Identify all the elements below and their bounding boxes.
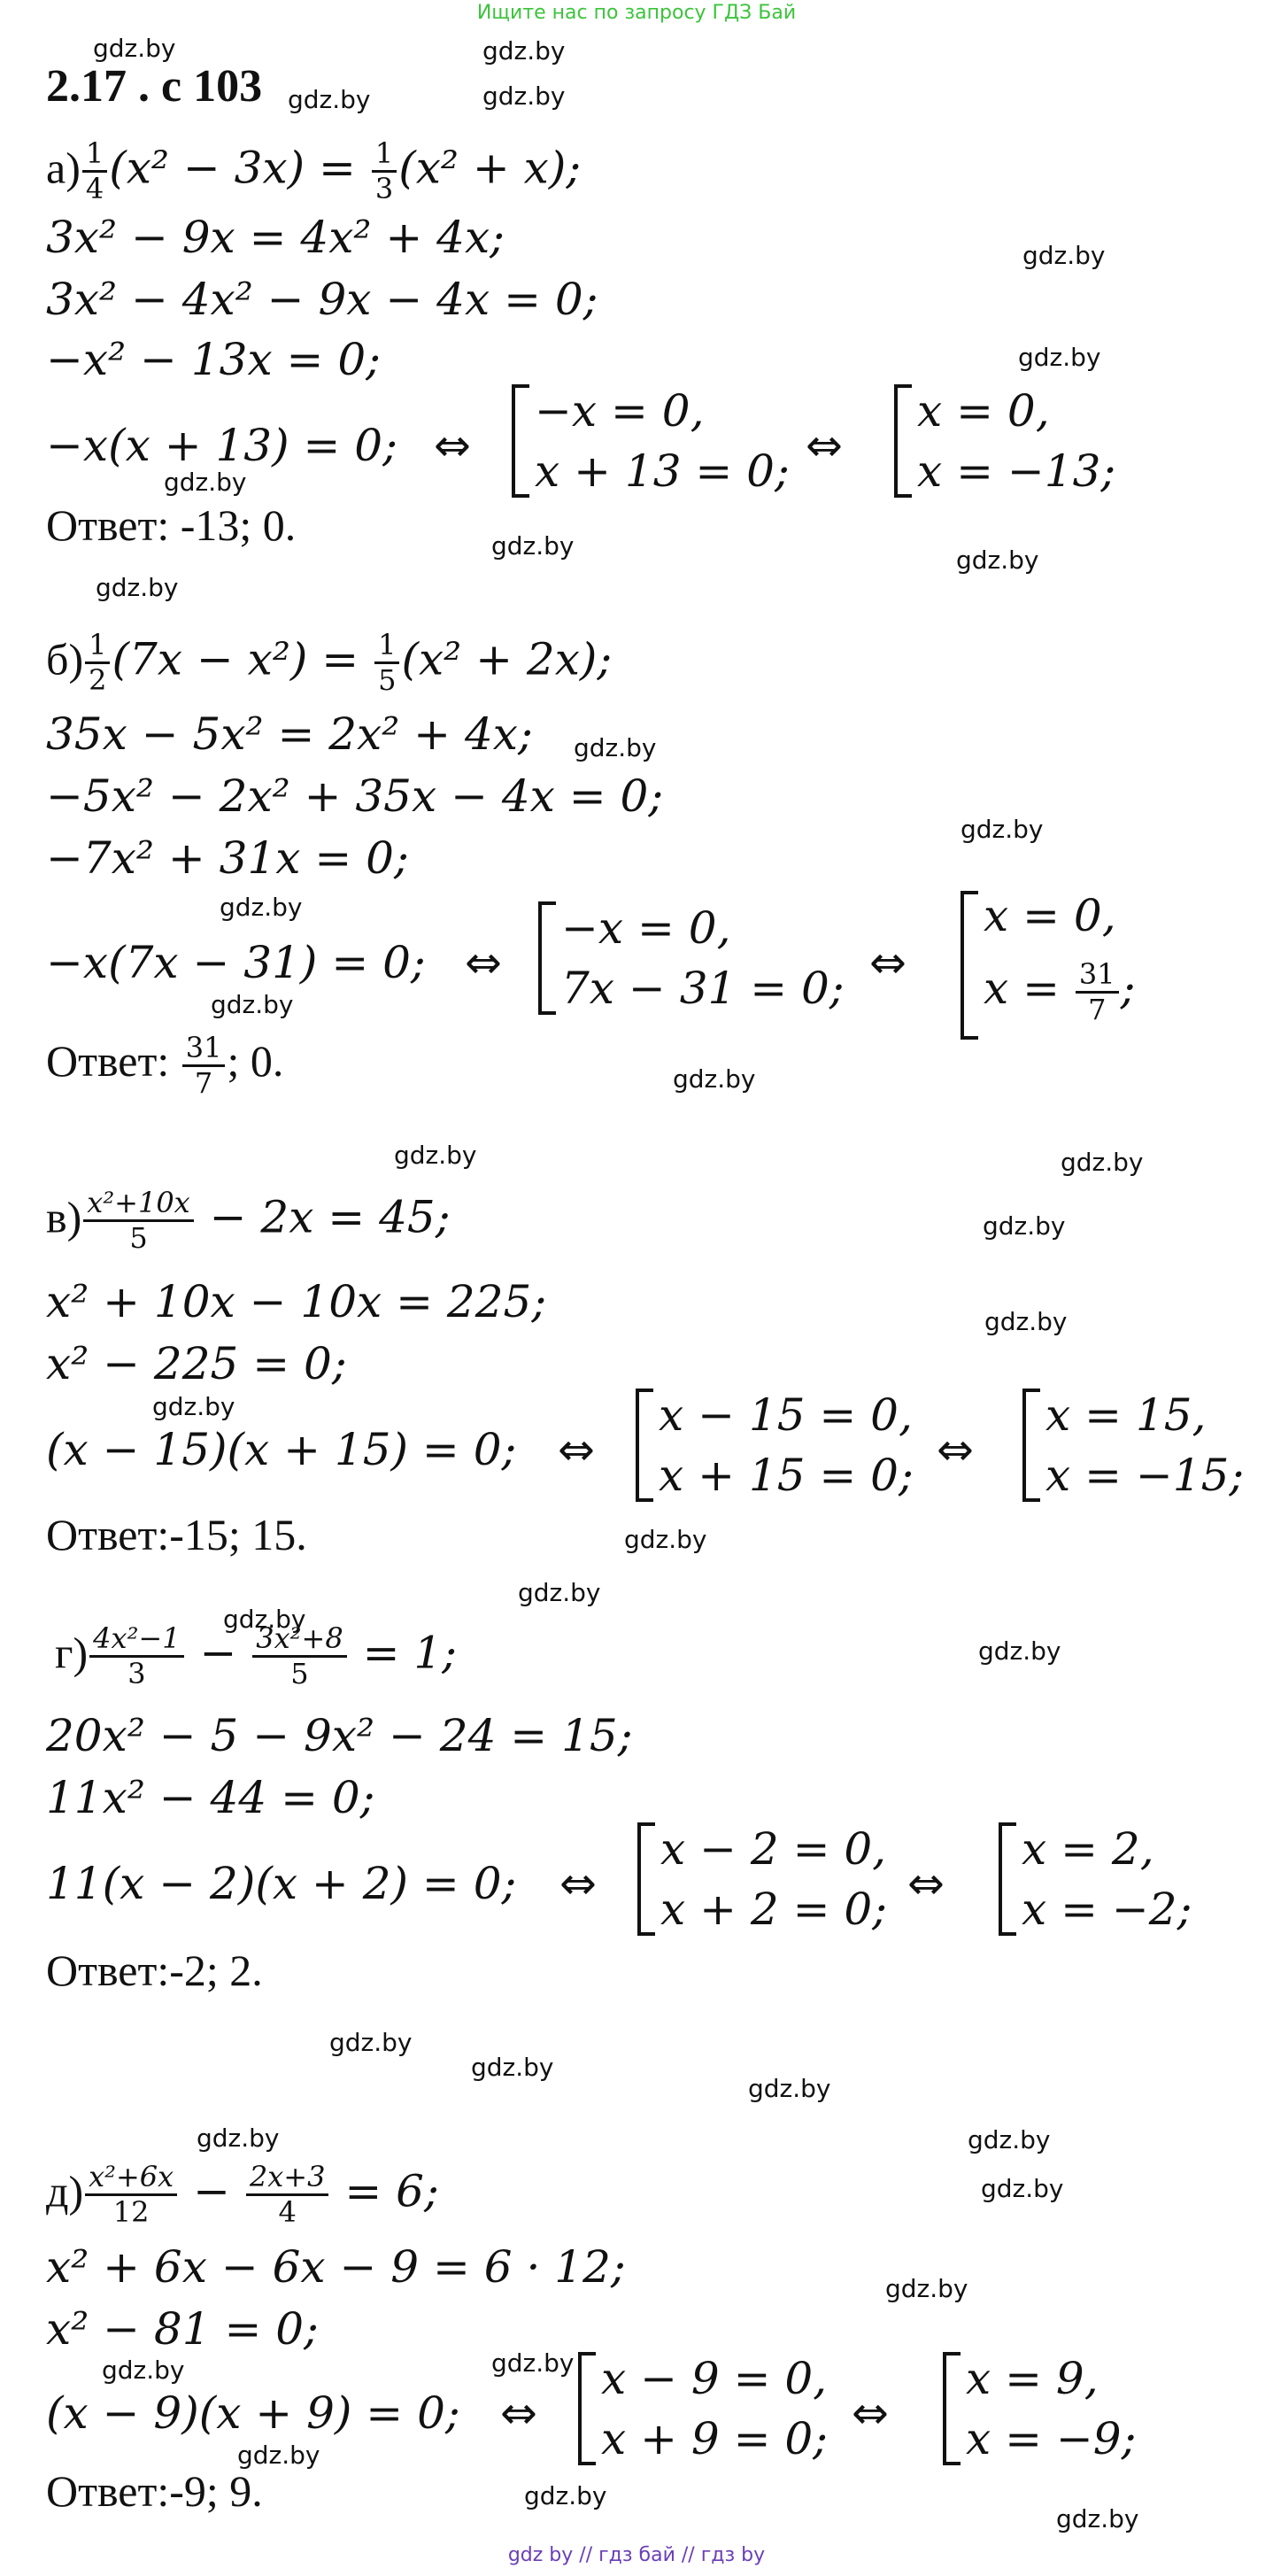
part-v-factored: (x − 15)(x + 15) = 0;: [46, 1424, 517, 1475]
part-d-step: x² + 6x − 6x − 9 = 6 · 12;: [46, 2241, 626, 2293]
part-g-answer: Ответ:-2; 2.: [46, 1946, 263, 1995]
part-v-step: x² − 225 = 0;: [46, 1338, 347, 1389]
fraction: $\frac{\text{4x²−1}}{3}$: [89, 1622, 183, 1690]
part-d-equation: д) $\frac{\text{x²+6x}}{12}$ − $\frac{2x+3}{4}$ = 6;: [46, 2160, 439, 2229]
part-b-step: 35x − 5x² = 2x² + 4x;: [46, 708, 533, 760]
watermark: gdz.by: [673, 1064, 756, 1094]
watermark: gdz.by: [518, 1578, 601, 1607]
watermark: gdz.by: [984, 1307, 1068, 1336]
part-a-equation: а) $\frac{1}{4}$ (x² − 3x) = $\frac{1}{3}$ (x² + x);: [46, 136, 582, 205]
watermark: gdz.by: [288, 85, 371, 114]
fraction: $\frac{\text{x²+6x}}{12}$: [85, 2161, 177, 2229]
fraction: $\frac{31}{7}$: [1076, 958, 1119, 1026]
equivalence-arrow: ⇔: [559, 1858, 597, 1909]
equivalence-arrow: ⇔: [806, 420, 843, 471]
watermark: gdz.by: [164, 468, 247, 497]
watermark: gdz.by: [471, 2053, 554, 2082]
watermark: gdz.by: [223, 1605, 306, 1634]
watermark: gdz.by: [491, 2348, 575, 2378]
part-g-factored: 11(x − 2)(x + 2) = 0;: [46, 1858, 517, 1909]
part-v-system-2: x = 15, x = −15;: [1022, 1385, 1244, 1505]
fraction: $\frac{1}{2}$: [85, 629, 110, 697]
part-v-answer: Ответ:-15; 15.: [46, 1510, 307, 1559]
watermark: gdz.by: [956, 545, 1039, 575]
watermark: gdz.by: [524, 2481, 607, 2510]
equivalence-arrow: ⇔: [907, 1858, 945, 1909]
equivalence-arrow: ⇔: [852, 2387, 889, 2439]
watermark: gdz.by: [237, 2441, 320, 2470]
top-banner[interactable]: Ищите нас по запросу ГДЗ Бай: [476, 2, 797, 24]
equivalence-arrow: ⇔: [500, 2387, 537, 2439]
part-d-step: x² − 81 = 0;: [46, 2303, 319, 2355]
part-d-system-1: x − 9 = 0, x + 9 = 0;: [578, 2348, 828, 2469]
part-b-factored: −x(7x − 31) = 0;: [46, 937, 426, 988]
watermark: gdz.by: [329, 2028, 413, 2057]
equivalence-arrow: ⇔: [434, 420, 471, 471]
part-g-system-2: x = 2, x = −2;: [999, 1819, 1192, 1939]
watermark: gdz.by: [961, 815, 1044, 844]
fraction: $\frac{1}{4}$: [82, 137, 107, 205]
equivalence-arrow: ⇔: [937, 1424, 974, 1475]
watermark: gdz.by: [220, 893, 303, 922]
footer-links[interactable]: gdz by // гдз бай // гдз by: [507, 2544, 766, 2566]
part-v-label: в): [46, 1192, 82, 1242]
part-g-system-1: x − 2 = 0, x + 2 = 0;: [637, 1819, 887, 1939]
watermark: gdz.by: [748, 2074, 831, 2103]
watermark: gdz.by: [1018, 343, 1101, 372]
watermark: gdz.by: [482, 36, 566, 66]
fraction: $\frac{\text{3x²+8}}{5}$: [252, 1622, 346, 1690]
watermark: gdz.by: [491, 531, 575, 561]
equivalence-arrow: ⇔: [869, 937, 907, 988]
part-a-label: а): [46, 143, 81, 193]
part-a-step: 3x² − 9x = 4x² + 4x;: [46, 212, 505, 263]
watermark: gdz.by: [93, 34, 176, 63]
part-b-equation: б) $\frac{1}{2}$ (7x − x²) = $\frac{1}{5}$ (x² + 2x);: [46, 628, 613, 697]
part-b-system-2: x = 0, x = $\frac{31}{7}$ ;: [961, 886, 1135, 1031]
part-a-system-1: −x = 0, x + 13 = 0;: [512, 381, 790, 501]
part-b-label: б): [46, 634, 84, 685]
fraction: $\frac{2x+3}{4}$: [246, 2161, 329, 2229]
watermark: gdz.by: [197, 2123, 280, 2153]
fraction: $\frac{\text{x²+10x}}{5}$: [83, 1187, 193, 1255]
part-g-equation: г) $\frac{\text{4x²−1}}{3}$ − $\frac{\text{3x²+8}}{5}$ = 1;: [55, 1621, 458, 1690]
fraction: $\frac{1}{3}$: [372, 137, 397, 205]
part-v-step: x² + 10x − 10x = 225;: [46, 1276, 547, 1327]
watermark: gdz.by: [1022, 241, 1106, 270]
part-b-answer: Ответ: $\frac{31}{7}$ ; 0.: [46, 1031, 284, 1100]
equivalence-arrow: ⇔: [558, 1424, 595, 1475]
part-d-factored: (x − 9)(x + 9) = 0;: [46, 2387, 460, 2439]
watermark: gdz.by: [624, 1525, 707, 1554]
watermark: gdz.by: [102, 2356, 185, 2385]
equivalence-arrow: ⇔: [465, 937, 502, 988]
part-d-answer: Ответ:-9; 9.: [46, 2466, 263, 2516]
part-g-step: 20x² − 5 − 9x² − 24 = 15;: [46, 1710, 633, 1761]
part-d-label: д): [46, 2166, 84, 2216]
part-b-step: −7x² + 31x = 0;: [46, 832, 409, 884]
watermark: gdz.by: [1056, 2504, 1139, 2533]
part-g-label: г): [55, 1628, 89, 1678]
exercise-title: 2.17 . с 103: [46, 61, 263, 112]
watermark: gdz.by: [482, 81, 566, 111]
fraction: $\frac{1}{5}$: [374, 629, 399, 697]
part-v-system-1: x − 15 = 0, x + 15 = 0;: [636, 1385, 914, 1505]
watermark: gdz.by: [978, 1636, 1061, 1666]
part-a-system-2: x = 0, x = −13;: [894, 381, 1115, 501]
part-b-step: −5x² − 2x² + 35x − 4x = 0;: [46, 770, 664, 822]
part-a-step: 3x² − 4x² − 9x − 4x = 0;: [46, 274, 598, 325]
part-a-answer: Ответ: -13; 0.: [46, 500, 297, 550]
watermark: gdz.by: [1061, 1148, 1144, 1177]
watermark: gdz.by: [968, 2125, 1051, 2154]
part-a-step: −x² − 13x = 0;: [46, 334, 381, 385]
watermark: gdz.by: [574, 733, 657, 762]
part-a-factored: −x(x + 13) = 0;: [46, 420, 397, 471]
watermark: gdz.by: [96, 573, 179, 602]
watermark: gdz.by: [211, 990, 294, 1019]
part-g-step: 11x² − 44 = 0;: [46, 1772, 375, 1823]
fraction: $\frac{31}{7}$: [182, 1032, 226, 1100]
part-d-system-2: x = 9, x = −9;: [943, 2348, 1136, 2469]
watermark: gdz.by: [152, 1392, 235, 1421]
watermark: gdz.by: [983, 1211, 1066, 1241]
part-b-system-1: −x = 0, 7x − 31 = 0;: [538, 898, 845, 1018]
watermark: gdz.by: [885, 2274, 968, 2303]
part-v-equation: в) $\frac{\text{x²+10x}}{5}$ − 2x = 45;: [46, 1186, 451, 1255]
watermark: gdz.by: [981, 2174, 1064, 2203]
watermark: gdz.by: [394, 1141, 477, 1170]
